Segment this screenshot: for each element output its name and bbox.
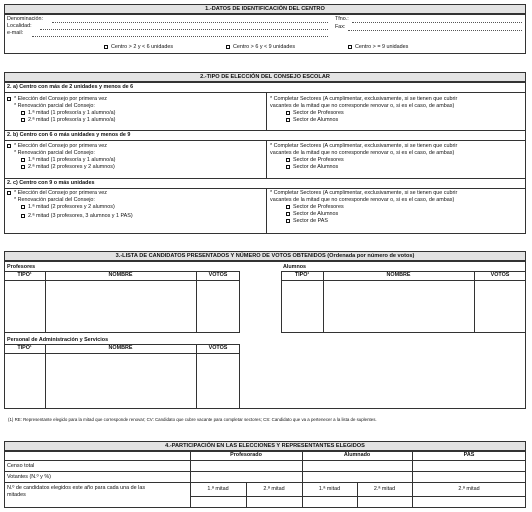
profesores-heading: Profesores [7, 264, 36, 270]
2c-renovacion: * Renovación parcial del Consejo: [14, 197, 95, 203]
email-field[interactable] [32, 36, 328, 37]
checkbox-icon[interactable] [21, 214, 25, 218]
fax-field[interactable] [348, 30, 522, 31]
denominacion-field[interactable] [52, 22, 328, 23]
checkbox-icon[interactable] [21, 158, 25, 162]
divider [4, 471, 526, 472]
2c-mitad1[interactable] [21, 204, 115, 211]
pas-heading: Personal de Administración y Servicios [7, 337, 109, 343]
divider [266, 188, 267, 234]
profesores-col-nombre: NOMBRE [108, 272, 133, 278]
email-label: e-mail: [7, 30, 24, 36]
option-label: Centro > 6 y < 9 unidades [233, 44, 296, 50]
pas-col-nombre: NOMBRE [108, 345, 133, 351]
option-9-unidades[interactable] [348, 44, 408, 51]
divider [196, 271, 197, 333]
divider [4, 353, 240, 354]
divider [4, 140, 526, 141]
alumnos-col-votos: VOTOS [490, 272, 510, 278]
checkbox-icon[interactable] [286, 158, 290, 162]
divider [4, 130, 526, 131]
alum-mitad2: 2.ª mitad [373, 486, 396, 492]
prof-mitad1: 1.ª mitad [207, 486, 229, 492]
tfno-field[interactable] [352, 22, 522, 23]
2a-sector-alumnos[interactable] [286, 117, 338, 124]
option-label: Sector de Profesores [293, 110, 344, 116]
option-label: 1.ª mitad (2 profesores y 2 alumnos) [28, 204, 115, 210]
option-label: Sector de Profesores [293, 157, 344, 163]
profesores-col-tipo: TIPO¹ [17, 272, 32, 278]
row-candidatos-1: N.º de candidatos elegidos este año para cada una de las [7, 485, 146, 491]
tfno-label: Tfno.: [335, 16, 349, 22]
alum-mitad1: 1.ª mitad [318, 486, 341, 492]
option-label: 2.ª mitad (3 profesores, 3 alumnos y 1 PAS) [28, 213, 133, 219]
2b-sector-profesores[interactable] [286, 157, 344, 164]
divider [4, 92, 526, 93]
option-label: 1.ª mitad (1 profesor/a y 1 alumno/a) [28, 157, 116, 163]
option-label: * Elección del Consejo por primera vez [14, 190, 107, 196]
denominacion-label: Denominación: [7, 16, 43, 22]
row-votantes: Votantes (N.º y %) [7, 474, 51, 480]
2c-sector-pas[interactable] [286, 218, 328, 225]
fax-label: Fax: [335, 24, 346, 30]
divider [281, 280, 526, 281]
divider [4, 460, 526, 461]
alumnos-col-tipo: TIPO¹ [294, 272, 310, 278]
option-label: 2.ª mitad (1 profesor/a y 1 alumno/a) [28, 117, 116, 123]
checkbox-icon[interactable] [104, 45, 108, 49]
profesores-col-votos: VOTOS [208, 272, 228, 278]
section2b-heading: 2. b) Centro con 6 o más unidades y menos de 9 [7, 132, 131, 138]
section4-title: 4.-PARTICIPACIÓN EN LAS ELECCIONES Y REPRESENTANTES ELEGIDOS [4, 441, 526, 451]
divider [4, 178, 526, 179]
divider [4, 482, 526, 483]
checkbox-icon[interactable] [348, 45, 352, 49]
divider [45, 271, 46, 333]
localidad-field[interactable] [40, 29, 328, 30]
2a-renovacion: * Renovación parcial del Consejo: [14, 103, 95, 109]
2c-mitad2[interactable] [21, 213, 133, 220]
checkbox-icon[interactable] [226, 45, 230, 49]
checkbox-icon[interactable] [286, 205, 290, 209]
option-label: Sector de PAS [293, 218, 328, 224]
divider [4, 280, 240, 281]
option-label: Sector de Alumnos [293, 164, 339, 170]
2a-primera-vez[interactable] [7, 96, 107, 103]
2b-completar-2: vacantes de la mitad que no corresponde renovar o, si es el caso, de ambas) [270, 150, 455, 156]
section3-title: 3.-LISTA DE CANDIDATOS PRESENTADOS Y NÚMERO DE VOTOS OBTENIDOS (Ordenada por número de votos) [4, 251, 526, 261]
alumnos-col-nombre: NOMBRE [386, 272, 411, 278]
divider [190, 496, 526, 497]
checkbox-icon[interactable] [286, 118, 290, 122]
divider [323, 271, 324, 333]
option-label: 2.ª mitad (2 profesores y 2 alumnos) [28, 164, 115, 170]
option-6-9-unidades[interactable] [226, 44, 295, 51]
divider [266, 140, 267, 178]
checkbox-icon[interactable] [286, 111, 290, 115]
2b-mitad2[interactable] [21, 164, 115, 171]
checkbox-icon[interactable] [7, 191, 11, 195]
2b-renovacion: * Renovación parcial del Consejo: [14, 150, 95, 156]
option-label: Sector de Alumnos [293, 117, 339, 123]
pas-col-votos: VOTOS [208, 345, 228, 351]
checkbox-icon[interactable] [21, 205, 25, 209]
section2c-heading: 2. c) Centro con 9 o más unidades [7, 180, 95, 186]
alumnos-heading: Alumnos [283, 264, 307, 270]
2b-mitad1[interactable] [21, 157, 115, 164]
option-label: Centro > = 9 unidades [355, 44, 409, 50]
2c-sector-profesores[interactable] [286, 204, 344, 211]
section2a-heading: 2. a) Centro con más de 2 unidades y menos de 6 [7, 84, 134, 90]
option-label: 1.ª mitad (1 profesor/a y 1 alumno/a) [28, 110, 116, 116]
checkbox-icon[interactable] [286, 212, 290, 216]
row-candidatos-2: mitades [7, 492, 26, 498]
divider [302, 451, 303, 508]
option-label: * Elección del Consejo por primera vez [14, 143, 107, 149]
2c-completar-2: vacantes de la mitad que no corresponde renovar o, si es el caso, de ambas) [270, 197, 455, 203]
divider [45, 344, 46, 409]
2b-completar-1: * Completar Sectores (A cumplimentar, exclusivamente, si se tienen que cubrir [270, 143, 458, 149]
checkbox-icon[interactable] [286, 165, 290, 169]
checkbox-icon[interactable] [21, 118, 25, 122]
col-profesorado: Profesorado [230, 452, 262, 458]
col-alumnado: Alumnado [343, 452, 371, 458]
divider [266, 92, 267, 130]
section2-title: 2.-TIPO DE ELECCIÓN DEL CONSEJO ESCOLAR [4, 72, 526, 82]
2a-completar-2: vacantes de la mitad que no corresponde renovar o, si es el caso, de ambas) [270, 103, 455, 109]
2a-sector-profesores[interactable] [286, 110, 344, 117]
divider [190, 451, 191, 508]
option-2-6-unidades[interactable] [104, 44, 173, 51]
row-censo: Censo total [7, 463, 35, 469]
2a-mitad1[interactable] [21, 110, 115, 117]
checkbox-icon[interactable] [21, 111, 25, 115]
pas-mitad2: 2.ª mitad [458, 486, 480, 492]
divider [4, 188, 526, 189]
2a-completar-1: * Completar Sectores (A cumplimentar, exclusivamente, si se tienen que cubrir [270, 96, 458, 102]
checkbox-icon[interactable] [7, 97, 11, 101]
divider [196, 344, 197, 409]
localidad-label: Localidad: [7, 23, 32, 29]
footnote: (1) RE: Representante elegido para la mitad que corresponde renovar; CV: Candidato que cubre vacante para completar sectores; CS: Candidato que va a pertenecer a la lista de suplentes. [8, 417, 377, 422]
pas-col-tipo: TIPO¹ [17, 345, 32, 351]
checkbox-icon[interactable] [286, 219, 290, 223]
col-pas: PAS [463, 452, 475, 458]
option-label: Centro > 2 y < 6 unidades [111, 44, 174, 50]
checkbox-icon[interactable] [7, 144, 11, 148]
prof-mitad2: 2.ª mitad [263, 486, 285, 492]
divider [412, 451, 413, 508]
checkbox-icon[interactable] [21, 165, 25, 169]
divider [474, 271, 475, 333]
2c-completar-1: * Completar Sectores (A cumplimentar, exclusivamente, si se tienen que cubrir [270, 190, 458, 196]
2b-sector-alumnos[interactable] [286, 164, 338, 171]
2c-primera-vez[interactable] [7, 190, 107, 197]
2a-mitad2[interactable] [21, 117, 115, 124]
option-label: * Elección del Consejo por primera vez [14, 96, 107, 102]
2c-sector-alumnos[interactable] [286, 211, 338, 218]
option-label: Sector de Alumnos [293, 211, 339, 217]
2b-primera-vez[interactable] [7, 143, 107, 150]
section1-title: 1.-DATOS DE IDENTIFICACIÓN DEL CENTRO [4, 4, 526, 14]
option-label: Sector de Profesores [293, 204, 344, 210]
